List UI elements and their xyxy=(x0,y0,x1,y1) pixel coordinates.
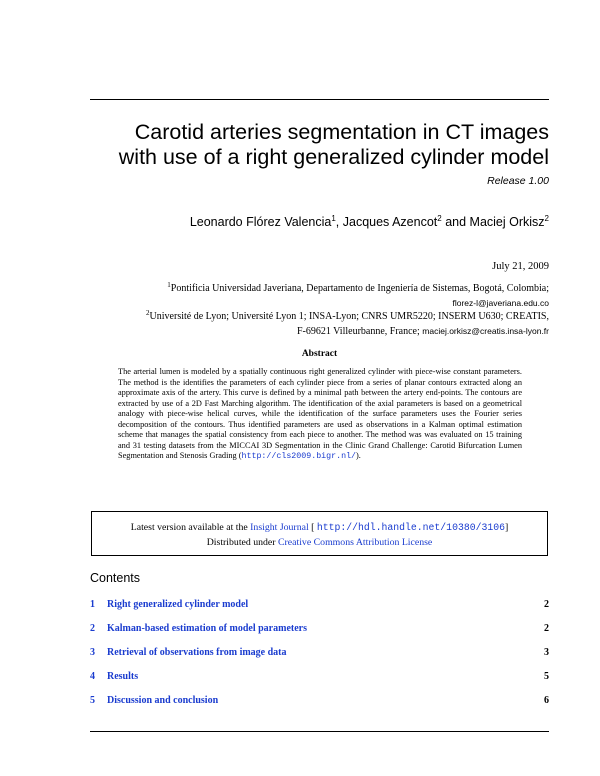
toc-label[interactable]: Right generalized cylinder model xyxy=(107,599,249,610)
toc-item[interactable] xyxy=(90,623,549,637)
bottom-rule xyxy=(90,731,549,732)
box-license-prefix: Distributed under xyxy=(206,537,278,548)
toc-label[interactable]: Retrieval of observations from image data xyxy=(107,647,287,658)
affil-text-2: F-69621 Villeurbanne, France; xyxy=(296,326,420,337)
toc-page: 2 xyxy=(544,599,549,610)
toc-item[interactable] xyxy=(90,599,549,613)
paper-title xyxy=(60,120,549,170)
toc-page: 6 xyxy=(544,695,549,706)
affil-email[interactable]: maciej.orkisz@creatis.insa-lyon.fr xyxy=(422,326,549,336)
abstract-text-end: ). xyxy=(356,451,361,460)
affil-sup: 2 xyxy=(146,309,150,317)
release-label: Release 1.00 xyxy=(487,175,549,187)
affil-email[interactable]: florez-l@javeriana.edu.co xyxy=(452,298,549,308)
top-rule xyxy=(90,99,549,100)
insight-journal-link[interactable]: Insight Journal xyxy=(250,522,309,533)
journal-url-link[interactable]: http://hdl.handle.net/10380/3106 xyxy=(316,522,505,533)
toc-item[interactable] xyxy=(90,647,549,661)
abstract-url-link[interactable]: http://cls2009.bigr.nl/ xyxy=(241,452,357,461)
author-separator: and xyxy=(441,215,470,229)
author-separator: , xyxy=(335,215,343,229)
author-affil-sup: 2 xyxy=(437,214,442,223)
toc-item[interactable] xyxy=(90,695,549,709)
toc-number: 4 xyxy=(90,671,95,682)
author-name: Leonardo Flórez Valencia xyxy=(189,215,332,229)
toc-number: 5 xyxy=(90,695,95,706)
toc-number: 3 xyxy=(90,647,95,658)
toc-label[interactable]: Discussion and conclusion xyxy=(107,695,219,706)
author-affil-sup: 1 xyxy=(331,214,336,223)
toc-number: 2 xyxy=(90,623,95,634)
toc-label[interactable]: Results xyxy=(107,671,139,682)
publication-date: July 21, 2009 xyxy=(492,261,549,272)
license-link[interactable]: Creative Commons Attribution License xyxy=(278,537,433,548)
toc-page: 5 xyxy=(544,671,549,682)
toc-item[interactable] xyxy=(90,671,549,685)
author-name: Maciej Orkisz xyxy=(469,215,545,229)
affil-sup: 1 xyxy=(167,281,171,289)
box-bracket-close: ] xyxy=(504,522,509,533)
abstract-text: The arterial lumen is modeled by a spatially continuous right generalized cylinder with piece-wise constant parameters. The method is the identifies the parameters of each cylinder piece from a series of planar contours extracted along an approximate axis of the artery. This curve is defined by a minimal path between the artery end-points. The contours are extracted by use of a 2D Fast Marching algorithm. The identification of the axial parameters is based on a geometrical analogy with piece-wise helical curves, while the identification of the surface parameters uses the Fourier series decomposition of the contours. Thus identified parameters are used as observations in a Kalman optimal estimation scheme that manages the spatial consistency from each piece to another. The method was was evaluated on 15 training and 31 testing datasets from the MICCAI 3D Segmentation in the Clinic Grand Challenge: Carotid Bifurcation Lumen Segmentation and Stenosis Grading ( xyxy=(118,367,522,460)
affil-text: Université de Lyon; Université Lyon 1; INSA-Lyon; CNRS UMR5220; INSERM U630; CREATIS, xyxy=(149,311,549,322)
license-box xyxy=(91,511,548,556)
toc-label[interactable]: Kalman-based estimation of model parameters xyxy=(107,623,307,634)
toc-page: 3 xyxy=(544,647,549,658)
author-list xyxy=(100,214,549,229)
toc-page: 2 xyxy=(544,623,549,634)
box-prefix: Latest version available at the xyxy=(130,522,251,533)
title-line-1: Carotid arteries segmentation in CT images xyxy=(134,120,549,144)
contents-heading: Contents xyxy=(90,571,141,585)
abstract-heading: Abstract xyxy=(301,349,338,359)
box-bracket-open: [ xyxy=(308,522,317,533)
affil-text: Pontificia Universidad Javeriana, Departamento de Ingeniería de Sistemas, Bogotá, Colombia; xyxy=(170,283,549,294)
abstract-body xyxy=(118,367,522,463)
title-line-2: with use of a right generalized cylinder model xyxy=(118,145,549,169)
affiliation-2 xyxy=(90,306,549,339)
toc-number: 1 xyxy=(90,599,95,610)
author-name: Jacques Azencot xyxy=(342,215,438,229)
author-affil-sup: 2 xyxy=(544,214,549,223)
